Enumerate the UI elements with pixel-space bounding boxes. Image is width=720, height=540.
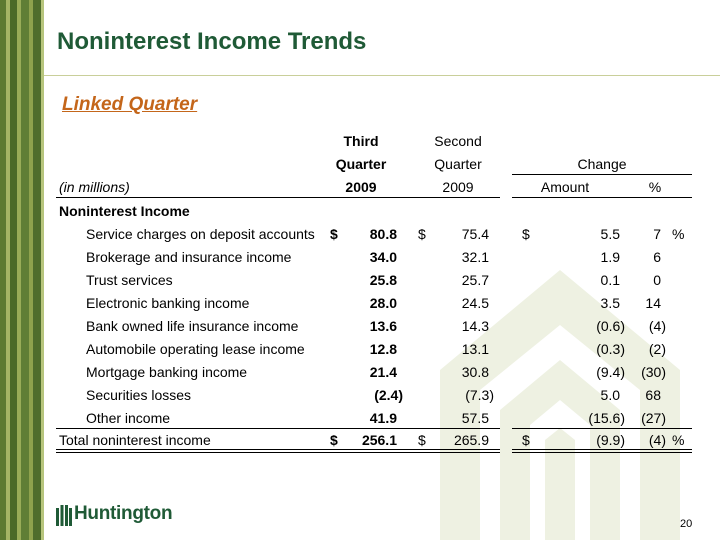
q3-value: 28.0	[369, 295, 397, 311]
total-label: Total noninterest income	[59, 432, 211, 448]
page-number: 20	[680, 518, 693, 530]
q2-value: 14.3	[461, 318, 489, 334]
q2-value: 30.8	[461, 364, 489, 380]
header-third-line2: Quarter	[335, 156, 387, 172]
left-stripe-decoration	[0, 0, 44, 540]
total-q3-dollar: $	[330, 432, 338, 448]
q2-value: 25.7	[461, 272, 489, 288]
row-label: Service charges on deposit accounts	[86, 226, 315, 242]
row-label: Automobile operating lease income	[86, 341, 305, 357]
slide-subtitle: Linked Quarter	[62, 94, 198, 115]
amount-value: 3.5	[600, 295, 620, 311]
slide-title: Noninterest Income Trends	[57, 28, 367, 55]
row-label: Securities losses	[86, 387, 192, 403]
q2-value: 75.4	[461, 226, 489, 242]
q3-value: 34.0	[369, 249, 397, 265]
pct-value: 14	[645, 295, 661, 311]
q3-value: 12.8	[369, 341, 397, 357]
q3-value: 41.9	[369, 410, 397, 426]
header-third-line3: 2009	[345, 179, 377, 195]
total-amount-dollar: $	[522, 432, 530, 448]
row-label: Bank owned life insurance income	[86, 318, 299, 334]
total-q3-value: 256.1	[361, 432, 397, 448]
amount-value: 1.9	[600, 249, 620, 265]
total-bottom-rule-right-1	[512, 449, 692, 450]
header-rule-right	[512, 197, 692, 198]
row-label: Mortgage banking income	[86, 364, 248, 380]
header-change: Change	[577, 156, 627, 172]
amount-value: (0.3)	[596, 341, 625, 357]
pct-value: 0	[653, 272, 661, 288]
pct-value: 6	[653, 249, 661, 265]
total-bottom-rule-left-1	[56, 449, 500, 450]
header-units: (in millions)	[59, 179, 130, 195]
amount-value: (15.6)	[588, 410, 625, 426]
header-rule-left	[56, 197, 500, 198]
pct-value: (27)	[641, 410, 666, 426]
header-second-line1: Second	[434, 133, 482, 149]
amount-value: 5.0	[600, 387, 620, 403]
q3-dollar: $	[330, 226, 338, 242]
amount-dollar: $	[522, 226, 530, 242]
q3-value: 13.6	[369, 318, 397, 334]
huntington-logo-icon	[56, 504, 72, 526]
row-label: Other income	[86, 410, 171, 426]
q2-value: (7.3)	[465, 387, 494, 403]
total-bottom-rule-right-2	[512, 452, 692, 453]
header-second-line2: Quarter	[434, 156, 482, 172]
title-divider	[44, 75, 720, 76]
pct-value: 68	[645, 387, 661, 403]
q2-value: 24.5	[461, 295, 489, 311]
header-amount: Amount	[540, 179, 590, 195]
change-underline	[512, 174, 692, 175]
header-second-line3: 2009	[442, 179, 474, 195]
pct-value: 7	[653, 226, 661, 242]
section-label: Noninterest Income	[59, 203, 190, 219]
amount-value: 0.1	[600, 272, 620, 288]
header-third-line1: Third	[343, 133, 379, 149]
q2-value: 32.1	[461, 249, 489, 265]
total-q2-value: 265.9	[453, 432, 489, 448]
total-top-rule-right	[512, 428, 692, 429]
total-q2-dollar: $	[418, 432, 426, 448]
row-label: Trust services	[86, 272, 173, 288]
header-pct: %	[648, 179, 662, 195]
amount-value: (9.4)	[596, 364, 625, 380]
q3-value: 80.8	[369, 226, 397, 242]
pct-value: (2)	[648, 341, 666, 357]
pct-value: (30)	[641, 364, 666, 380]
row-label: Electronic banking income	[86, 295, 250, 311]
q3-value: 25.8	[369, 272, 397, 288]
logo-text: Huntington	[74, 503, 173, 524]
q2-value: 57.5	[461, 410, 489, 426]
row-label: Brokerage and insurance income	[86, 249, 292, 265]
total-pct-sign: %	[672, 432, 685, 448]
q3-value: 21.4	[369, 364, 397, 380]
q2-dollar: $	[418, 226, 426, 242]
q2-value: 13.1	[461, 341, 489, 357]
amount-value: (0.6)	[596, 318, 625, 334]
amount-value: 5.5	[600, 226, 620, 242]
q3-value: (2.4)	[374, 387, 403, 403]
total-pct-value: (4)	[648, 432, 666, 448]
total-top-rule-left	[56, 428, 500, 429]
total-bottom-rule-left-2	[56, 452, 500, 453]
pct-value: (4)	[648, 318, 666, 334]
pct-sign: %	[672, 226, 685, 242]
total-amount-value: (9.9)	[596, 432, 625, 448]
